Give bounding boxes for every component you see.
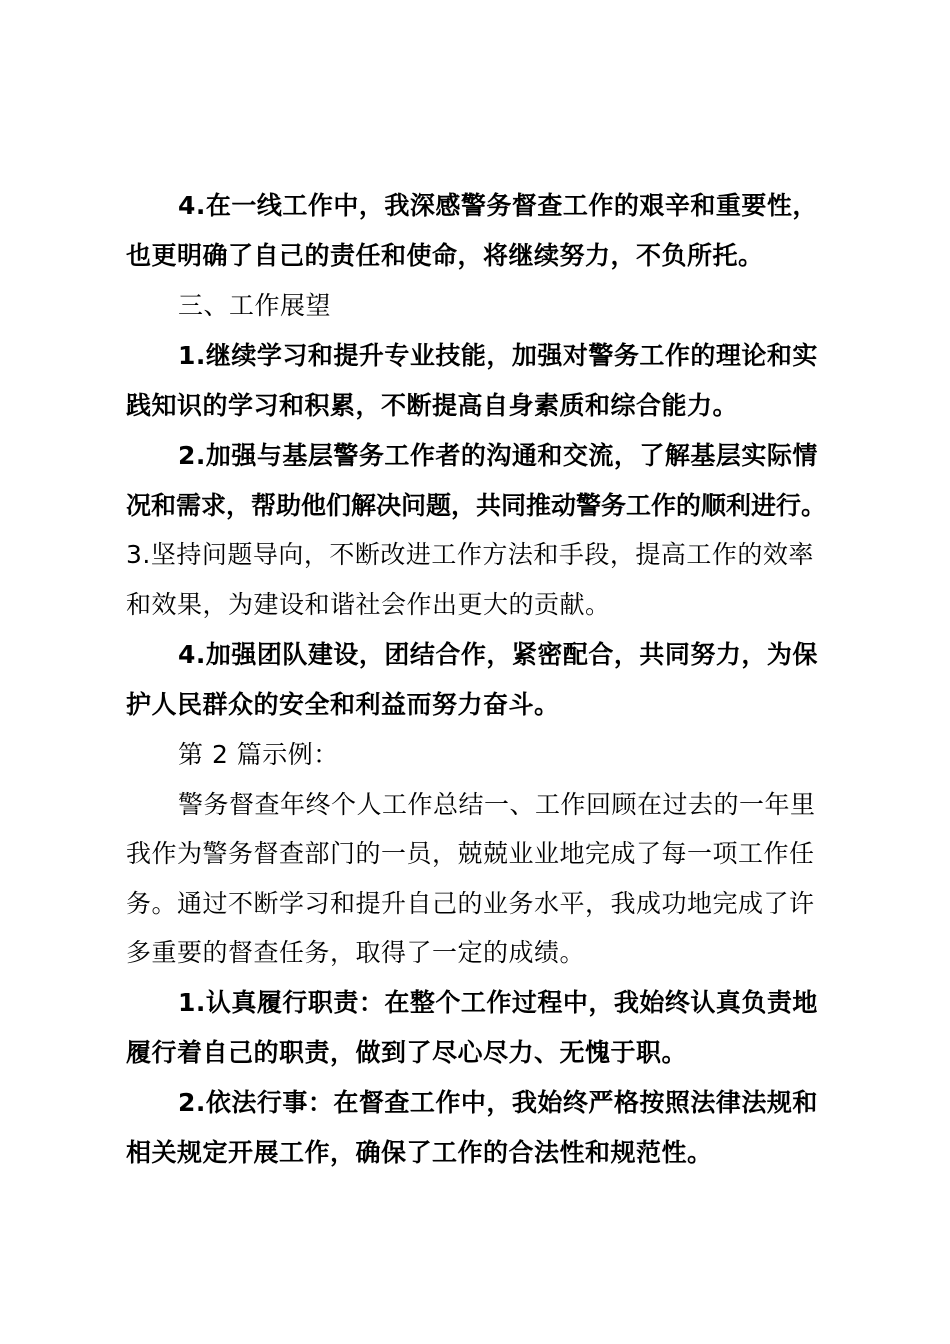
paragraph-line: 我作为警务督查部门的一员，兢兢业业地完成了每一项工作任 [126, 839, 815, 868]
paragraph-line: 护人民群众的安全和利益而努力奋斗。 [126, 690, 560, 719]
paragraph-line: 4.在一线工作中，我深感警务督查工作的艰辛和重要性， [178, 191, 818, 220]
paragraph-line: 践知识的学习和积累，不断提高自身素质和综合能力。 [126, 391, 739, 420]
paragraph-line: 2.加强与基层警务工作者的沟通和交流，了解基层实际情 [178, 441, 818, 470]
paragraph-line: 4.加强团队建设，团结合作，紧密配合，共同努力，为保 [178, 640, 818, 669]
paragraph-line: 况和需求，帮助他们解决问题，共同推动警务工作的顺利进行。 [126, 491, 827, 520]
paragraph-line: 相关规定开展工作，确保了工作的合法性和规范性。 [126, 1138, 713, 1167]
paragraph-line: 2.依法行事：在督查工作中，我始终严格按照法律法规和 [178, 1088, 818, 1117]
paragraph-line: 警务督查年终个人工作总结一、工作回顾在过去的一年里 [178, 790, 816, 819]
paragraph-line: 也更明确了自己的责任和使命，将继续努力，不负所托。 [126, 241, 764, 270]
paragraph-line: 和效果，为建设和谐社会作出更大的贡献。 [126, 590, 611, 619]
section-heading: 三、工作展望 [178, 291, 332, 320]
paragraph-line: 1.继续学习和提升专业技能，加强对警务工作的理论和实 [178, 341, 818, 370]
paragraph-line: 务。通过不断学习和提升自己的业务水平，我成功地完成了许 [126, 889, 815, 918]
paragraph-line: 多重要的督查任务，取得了一定的成绩。 [126, 938, 586, 967]
example-heading: 第 2 篇示例： [178, 740, 339, 769]
paragraph-line: 3.坚持问题导向，不断改进工作方法和手段，提高工作的效率 [126, 540, 814, 569]
paragraph-line: 1.认真履行职责：在整个工作过程中，我始终认真负责地 [178, 988, 818, 1017]
paragraph-line: 履行着自己的职责，做到了尽心尽力、无愧于职。 [126, 1038, 688, 1067]
